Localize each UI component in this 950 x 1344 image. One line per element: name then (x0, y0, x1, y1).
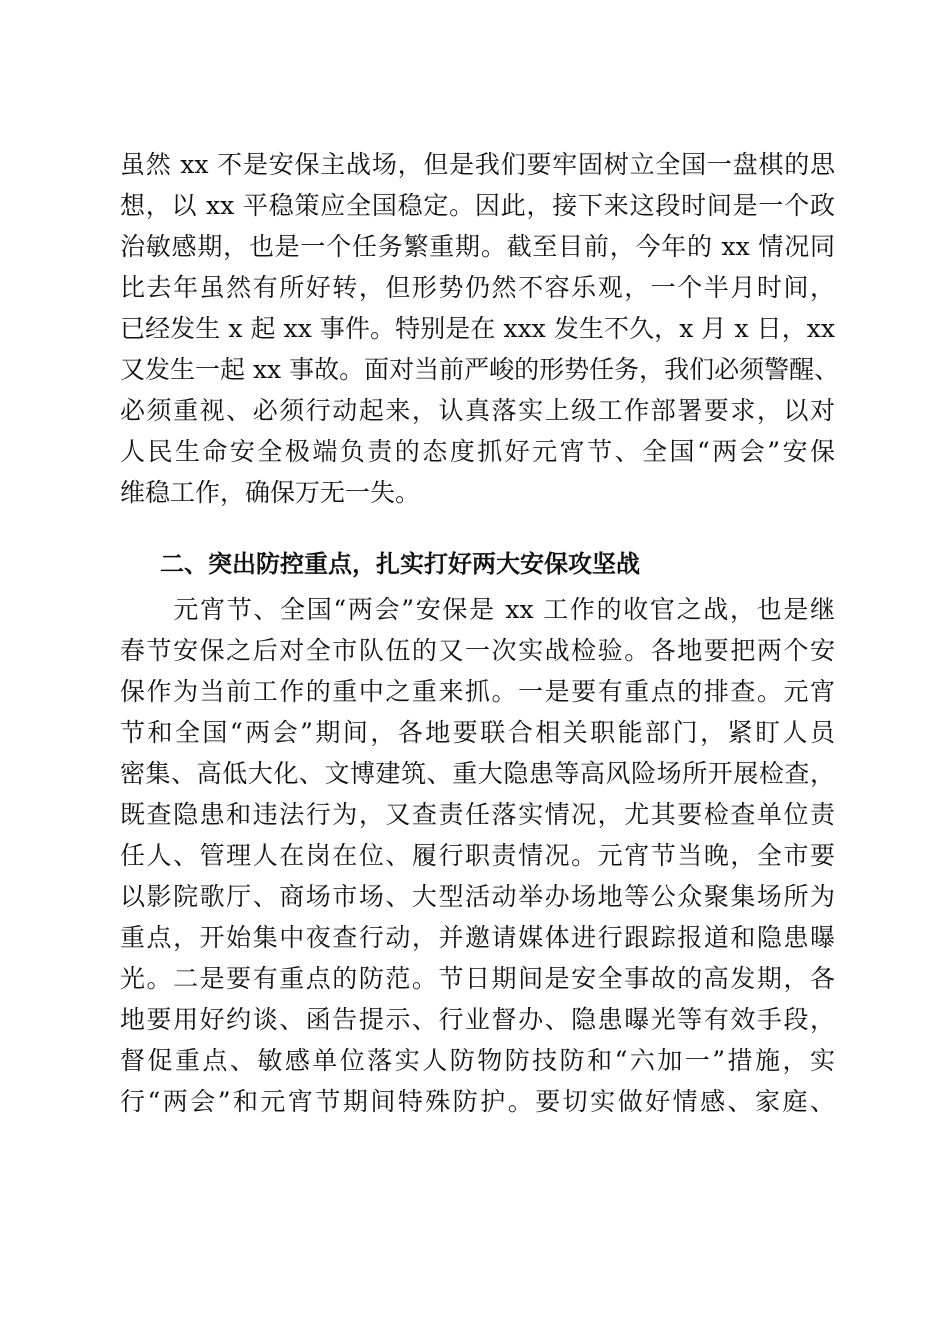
paragraph-line: 维稳工作，确保万无一失。 (120, 478, 421, 507)
paragraph-line: 重点，开始集中夜查行动，并邀请媒体进行跟踪报道和隐患曝 (120, 923, 835, 952)
section-heading: 二、突出防控重点，扎实打好两大安保攻坚战 (160, 550, 640, 578)
paragraph-line: 密集、高低大化、文博建筑、重大隐患等高风险场所开展检查， (120, 759, 835, 788)
paragraph-line: 以影院歌厅、商场市场、大型活动举办场地等公众聚集场所为 (120, 882, 835, 911)
paragraph-line: 地要用好约谈、函告提示、行业督办、隐患曝光等有效手段， (120, 1005, 835, 1034)
paragraph-line: 想，以 xx 平稳策应全国稳定。因此，接下来这段时间是一个政 (120, 191, 835, 220)
paragraph-line: 治敏感期，也是一个任务繁重期。截至目前，今年的 xx 情况同 (120, 232, 835, 261)
paragraph-1 (120, 144, 840, 513)
paragraph-line: 已经发生 x 起 xx 事件。特别是在 xxx 发生不久，x 月 x 日，xx (120, 314, 835, 343)
paragraph-line: 比去年虽然有所好转，但形势仍然不容乐观，一个半月时间， (120, 273, 835, 302)
paragraph-line: 保作为当前工作的重中之重来抓。一是要有重点的排查。元宵 (120, 677, 835, 706)
paragraph-2 (120, 589, 835, 1122)
paragraph-line: 必须重视、必须行动起来，认真落实上级工作部署要求，以对 (120, 396, 835, 425)
paragraph-line: 任人、管理人在岗在位、履行职责情况。元宵节当晚，全市要 (120, 841, 835, 870)
paragraph-line: 又发生一起 xx 事故。面对当前严峻的形势任务，我们必须警醒、 (120, 355, 840, 384)
paragraph-line: 虽然 xx 不是安保主战场，但是我们要牢固树立全国一盘棋的思 (120, 150, 835, 179)
paragraph-line: 春节安保之后对全市队伍的又一次实战检验。各地要把两个安 (120, 636, 835, 665)
paragraph-line: 既查隐患和违法行为，又查责任落实情况，尤其要检查单位责 (120, 800, 835, 829)
paragraph-line: 节和全国“两会”期间，各地要联合相关职能部门，紧盯人员 (120, 718, 835, 747)
paragraph-line: 行“两会”和元宵节期间特殊防护。要切实做好情感、家庭、 (120, 1087, 835, 1116)
paragraph-line: 人民生命安全极端负责的态度抓好元宵节、全国“两会”安保 (120, 437, 835, 466)
paragraph-line: 督促重点、敏感单位落实人防物防技防和“六加一”措施，实 (120, 1046, 835, 1075)
paragraph-line: 光。二是要有重点的防范。节日期间是安全事故的高发期，各 (120, 964, 835, 993)
paragraph-line: 元宵节、全国“两会”安保是 xx 工作的收官之战，也是继 (120, 595, 835, 624)
